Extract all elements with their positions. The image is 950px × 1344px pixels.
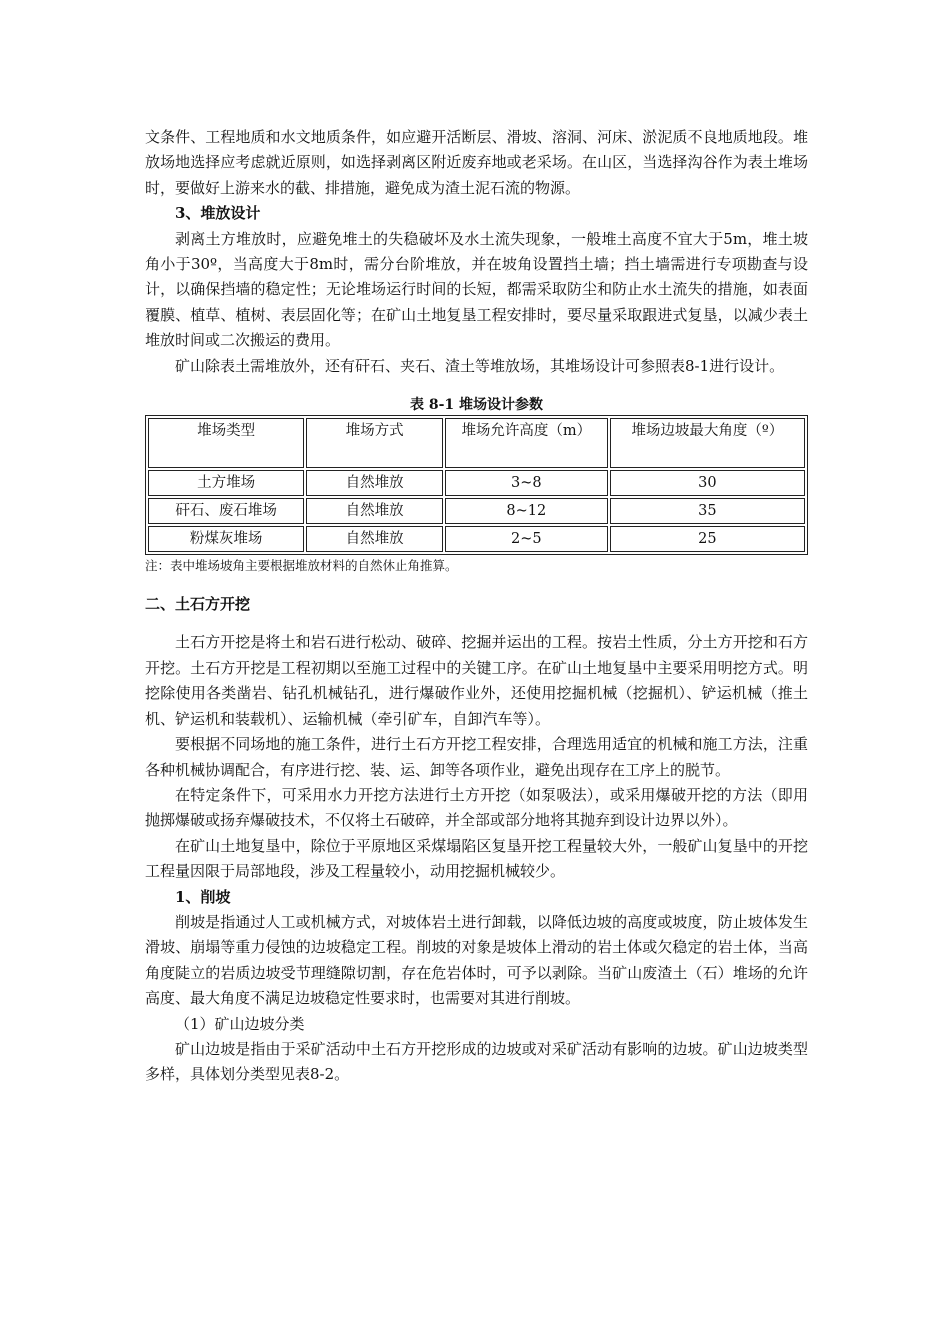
cell: 30 <box>610 470 805 496</box>
header-angle: 堆场边坡最大角度（º） <box>610 418 805 468</box>
document-body <box>145 125 808 1088</box>
header-type: 堆场类型 <box>148 418 304 468</box>
cell: 粉煤灰堆场 <box>148 526 304 552</box>
excavation-paragraph-2: 要根据不同场地的施工条件，进行土石方开挖工程安排，合理选用适宜的机械和施工方法，注重各种机械协调配合，有序进行挖、装、运、卸等各项作业，避免出现存在工序上的脱节。 <box>145 735 808 779</box>
table-row <box>148 470 805 496</box>
heading-stacking-design: 3、堆放设计 <box>175 204 261 223</box>
cell: 自然堆放 <box>306 526 443 552</box>
header-height: 堆场允许高度（m） <box>445 418 608 468</box>
stockpile-parameters-table <box>145 415 808 555</box>
section-heading-excavation: 二、土石方开挖 <box>145 595 251 614</box>
table-note: 注：表中堆场坡角主要根据堆放材料的自然休止角推算。 <box>145 558 458 574</box>
heading-slope-cutting: 1、削坡 <box>175 887 231 906</box>
cell: 2~5 <box>445 526 608 552</box>
cell: 25 <box>610 526 805 552</box>
cell: 35 <box>610 498 805 524</box>
table-row <box>148 526 805 552</box>
design-paragraph-2: 矿山除表土需堆放外，还有矸石、夹石、渣土等堆放场，其堆场设计可参照表8-1进行设计。 <box>175 356 785 375</box>
design-paragraph-1: 剥离土方堆放时，应避免堆土的失稳破坏及水土流失现象，一般堆土高度不宜大于5m，堆土坡角小于30º，当高度大于8m时，需分台阶堆放，并在坡角设置挡土墙；挡土墙需进行专项勘查与设计，以确保挡墙的稳定性；无论堆场运行时间的长短，都需采取防尘和防止水土流失的措施，如表面覆膜、植草、植树、表层固化等；在矿山土地复垦工程安排时，要尽量采取跟进式复垦，以减少表土堆放时间或二次搬运的费用。 <box>145 229 808 350</box>
cell: 矸石、废石堆场 <box>148 498 304 524</box>
table-row <box>148 498 805 524</box>
cell: 3~8 <box>445 470 608 496</box>
intro-paragraph: 文条件、工程地质和水文地质条件，如应避开活断层、滑坡、溶洞、河床、淤泥质不良地质地段。堆放场地选择应考虑就近原则，如选择剥离区附近废弃地或老采场。在山区，当选择沟谷作为表土堆场时，要做好上游来水的截、排措施，避免成为渣土泥石流的物源。 <box>145 128 808 197</box>
excavation-paragraph-1: 土石方开挖是将土和岩石进行松动、破碎、挖掘并运出的工程。按岩土性质，分土方开挖和石方开挖。土石方开挖是工程初期以至施工过程中的关键工序。在矿山土地复垦中主要采用明挖方式。明挖除使用各类凿岩、钻孔机械钻孔，进行爆破作业外，还使用挖掘机械（挖掘机）、铲运机械（推土机、铲运机和装载机）、运输机械（牵引矿车，自卸汽车等）。 <box>145 633 808 728</box>
slope-paragraph: 削坡是指通过人工或机械方式，对坡体岩土进行卸载，以降低边坡的高度或坡度，防止坡体发生滑坡、崩塌等重力侵蚀的边坡稳定工程。削坡的对象是坡体上滑动的岩土体或欠稳定的岩土体，当高角度陡立的岩质边坡受节理缝隙切割，存在危岩体时，可予以剥除。当矿山废渣土（石）堆场的允许高度、最大角度不满足边坡稳定性要求时，也需要对其进行削坡。 <box>145 912 808 1008</box>
cell: 自然堆放 <box>306 498 443 524</box>
table-caption: 表 8-1 堆场设计参数 <box>409 397 544 414</box>
classification-paragraph: 矿山边坡是指由于采矿活动中土石方开挖形成的边坡或对采矿活动有影响的边坡。矿山边坡类型多样，具体划分类型见表8-2。 <box>145 1039 808 1084</box>
table-header-row <box>148 418 805 468</box>
cell: 土方堆场 <box>148 470 304 496</box>
cell: 8~12 <box>445 498 608 524</box>
header-method: 堆场方式 <box>306 418 443 468</box>
excavation-paragraph-4: 在矿山土地复垦中，除位于平原地区采煤塌陷区复垦开挖工程量较大外，一般矿山复垦中的开挖工程量因限于局部地段，涉及工程量较小，动用挖掘机械较少。 <box>145 836 808 881</box>
sub-heading-classification: （1）矿山边坡分类 <box>175 1014 305 1033</box>
cell: 自然堆放 <box>306 470 443 496</box>
excavation-paragraph-3: 在特定条件下，可采用水力开挖方法进行土方开挖（如泵吸法），或采用爆破开挖的方法（即用抛掷爆破或扬弃爆破技术，不仅将土石破碎，并全部或部分地将其抛弃到设计边界以外）。 <box>145 785 808 830</box>
